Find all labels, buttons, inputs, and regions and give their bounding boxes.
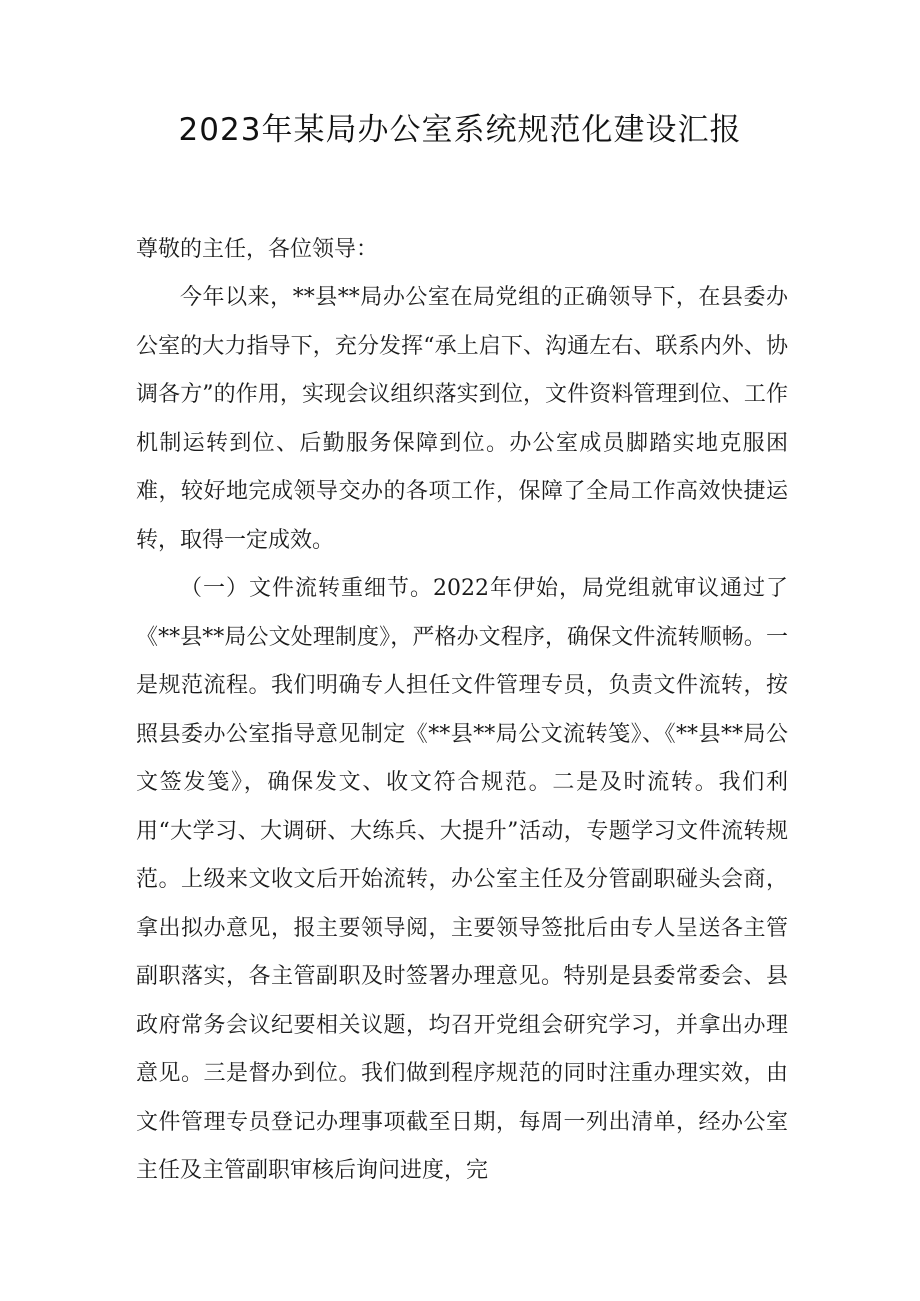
document-title: 2023年某局办公室系统规范化建设汇报 xyxy=(178,112,742,148)
paragraph-section-1: （一）文件流转重细节。2022年伊始，局党组就审议通过了《**县**局公文处理制度》，严格办文程序，确保文件流转顺畅。一是规范流程。我们明确专人担任文件管理专员，负责文件流转，按照县委办公室指导意见制定《**县**局公文流转笺》、《**县**局公文签发笺》，确保发文、收文符合规范。二是及时流转。我们利用“大学习、大调研、大练兵、大提升”活动，专题学习文件流转规范。上级来文收文后开始流转，办公室主任及分管副职碰头会商，拿出拟办意见，报主要领导阅，主要领导签批后由专人呈送各主管副职落实，各主管副职及时签署办理意见。特别是县委常委会、县政府常务会议纪要相关议题，均召开党组会研究学习，并拿出办理意见。三是督办到位。我们做到程序规范的同时注重办理实效，由文件管理专员登记办理事项截至日期，每周一列出清单，经办公室主任及主管副职审核后询问进度，完 xyxy=(136,576,788,1183)
paragraph-intro: 今年以来，**县**局办公室在局党组的正确领导下，在县委办公室的大力指导下，充分发挥“承上启下、沟通左右、联系内外、协调各方”的作用，实现会议组织落实到位，文件资料管理到位、工作机制运转到位、后勤服务保障到位。办公室成员脚踏实地克服困难，较好地完成领导交办的各项工作，保障了全局工作高效快捷运转，取得一定成效。 xyxy=(136,285,788,553)
salutation: 尊敬的主任，各位领导： xyxy=(136,237,379,262)
